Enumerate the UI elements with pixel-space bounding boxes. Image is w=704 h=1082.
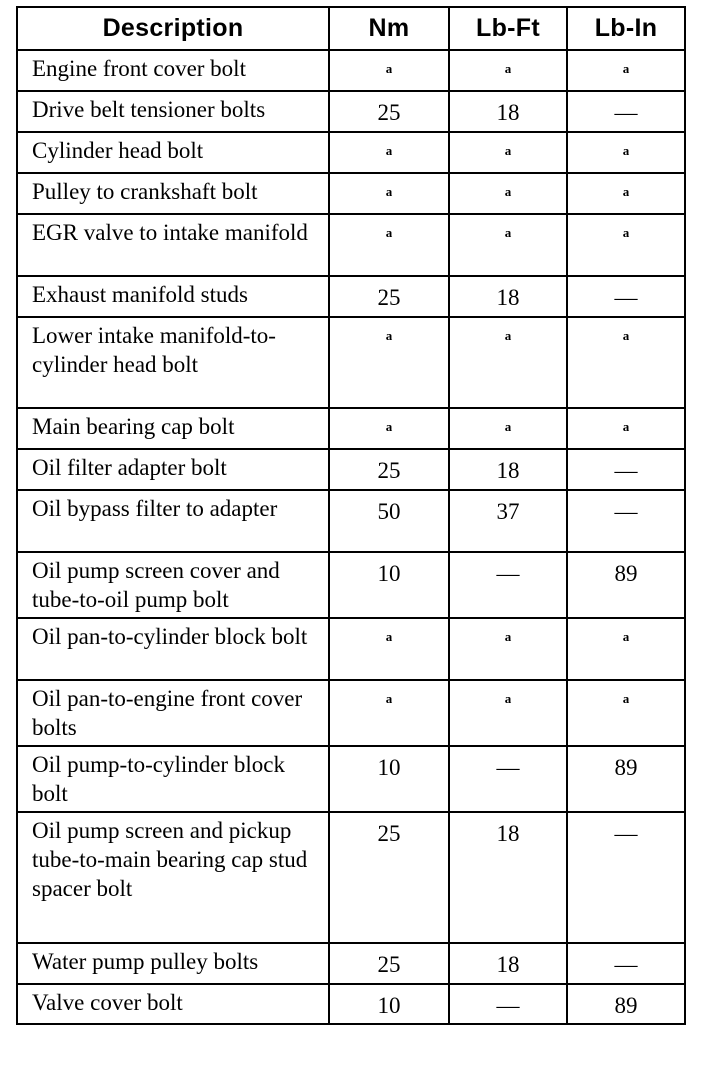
lb-in-cell: a	[567, 680, 685, 746]
description-cell: Engine front cover bolt	[17, 50, 329, 91]
header-lb-in: Lb-In	[567, 7, 685, 50]
description-cell: Oil bypass filter to adapter	[17, 490, 329, 552]
table-row	[17, 408, 685, 449]
nm-cell: a	[329, 214, 449, 276]
torque-spec-table	[16, 6, 686, 1025]
nm-cell: 10	[329, 552, 449, 618]
description-cell: Lower intake manifold-to-cylinder head bolt	[17, 317, 329, 408]
table-row	[17, 449, 685, 490]
lb-in-cell: 89	[567, 552, 685, 618]
description-cell: Drive belt tensioner bolts	[17, 91, 329, 132]
lb-in-cell: —	[567, 812, 685, 943]
description-cell: Oil pump screen and pickup tube-to-main bearing cap stud spacer bolt	[17, 812, 329, 943]
lb-in-cell: —	[567, 449, 685, 490]
table-body	[17, 50, 685, 1024]
description-cell: Cylinder head bolt	[17, 132, 329, 173]
nm-cell: a	[329, 408, 449, 449]
lb-in-cell: a	[567, 408, 685, 449]
nm-cell: 25	[329, 449, 449, 490]
description-cell: EGR valve to intake manifold	[17, 214, 329, 276]
lb-in-cell: a	[567, 132, 685, 173]
description-cell: Oil pump-to-cylinder block bolt	[17, 746, 329, 812]
description-cell: Water pump pulley bolts	[17, 943, 329, 984]
lb-in-cell: —	[567, 490, 685, 552]
lb-ft-cell: a	[449, 618, 567, 680]
table-row	[17, 132, 685, 173]
table-row	[17, 618, 685, 680]
nm-cell: a	[329, 618, 449, 680]
table-row	[17, 746, 685, 812]
lb-in-cell: a	[567, 317, 685, 408]
table-row	[17, 680, 685, 746]
table-row	[17, 214, 685, 276]
description-cell: Oil pan-to-engine front cover bolts	[17, 680, 329, 746]
lb-in-cell: a	[567, 50, 685, 91]
lb-in-cell: —	[567, 91, 685, 132]
nm-cell: 50	[329, 490, 449, 552]
nm-cell: a	[329, 173, 449, 214]
description-cell: Main bearing cap bolt	[17, 408, 329, 449]
table-row	[17, 943, 685, 984]
nm-cell: a	[329, 132, 449, 173]
nm-cell: 25	[329, 812, 449, 943]
header-lb-ft: Lb-Ft	[449, 7, 567, 50]
description-cell: Valve cover bolt	[17, 984, 329, 1024]
table-row	[17, 50, 685, 91]
nm-cell: a	[329, 317, 449, 408]
lb-in-cell: a	[567, 214, 685, 276]
lb-ft-cell: 18	[449, 943, 567, 984]
lb-ft-cell: a	[449, 408, 567, 449]
lb-ft-cell: a	[449, 317, 567, 408]
lb-ft-cell: a	[449, 173, 567, 214]
lb-ft-cell: —	[449, 984, 567, 1024]
nm-cell: 10	[329, 984, 449, 1024]
lb-in-cell: 89	[567, 984, 685, 1024]
lb-in-cell: a	[567, 618, 685, 680]
table-row	[17, 984, 685, 1024]
table-row	[17, 173, 685, 214]
nm-cell: 10	[329, 746, 449, 812]
table-row	[17, 91, 685, 132]
nm-cell: 25	[329, 943, 449, 984]
header-nm: Nm	[329, 7, 449, 50]
table-row	[17, 276, 685, 317]
table-row	[17, 490, 685, 552]
lb-ft-cell: —	[449, 552, 567, 618]
header-description: Description	[17, 7, 329, 50]
lb-in-cell: —	[567, 276, 685, 317]
nm-cell: a	[329, 50, 449, 91]
lb-ft-cell: a	[449, 214, 567, 276]
lb-ft-cell: —	[449, 746, 567, 812]
lb-ft-cell: a	[449, 50, 567, 91]
nm-cell: 25	[329, 276, 449, 317]
lb-ft-cell: 18	[449, 276, 567, 317]
nm-cell: a	[329, 680, 449, 746]
lb-in-cell: a	[567, 173, 685, 214]
description-cell: Exhaust manifold studs	[17, 276, 329, 317]
table-row	[17, 812, 685, 943]
lb-ft-cell: 18	[449, 812, 567, 943]
lb-ft-cell: 37	[449, 490, 567, 552]
description-cell: Oil pump screen cover and tube-to-oil pump bolt	[17, 552, 329, 618]
lb-ft-cell: a	[449, 132, 567, 173]
description-cell: Pulley to crankshaft bolt	[17, 173, 329, 214]
lb-in-cell: 89	[567, 746, 685, 812]
nm-cell: 25	[329, 91, 449, 132]
description-cell: Oil pan-to-cylinder block bolt	[17, 618, 329, 680]
lb-ft-cell: a	[449, 680, 567, 746]
lb-ft-cell: 18	[449, 449, 567, 490]
lb-ft-cell: 18	[449, 91, 567, 132]
table-row	[17, 552, 685, 618]
description-cell: Oil filter adapter bolt	[17, 449, 329, 490]
lb-in-cell: —	[567, 943, 685, 984]
header-row	[17, 7, 685, 50]
table-row	[17, 317, 685, 408]
